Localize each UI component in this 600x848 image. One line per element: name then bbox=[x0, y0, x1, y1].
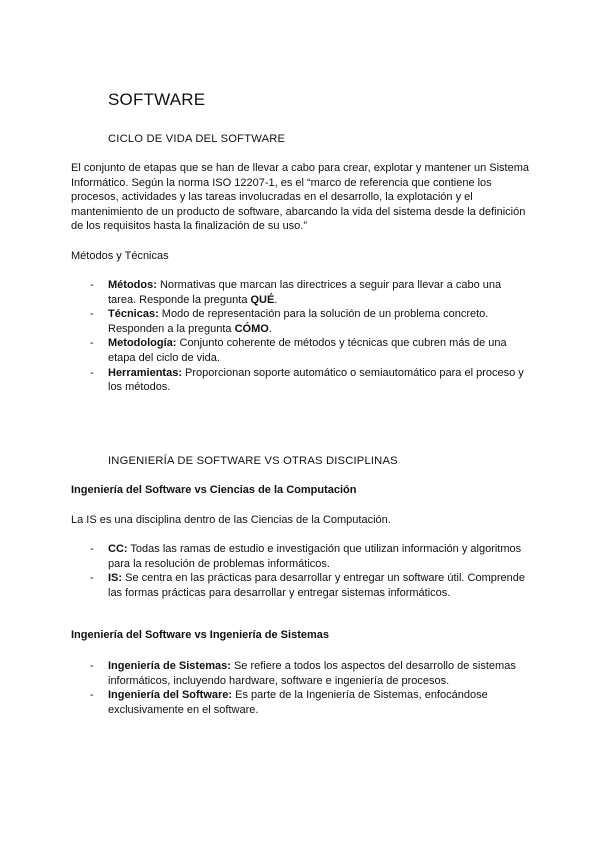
item-end: . bbox=[268, 322, 272, 335]
subsection-title-cs: Ingeniería del Software vs Ciencias de la Computación bbox=[71, 484, 357, 496]
page-title: SOFTWARE bbox=[108, 90, 206, 109]
subsection-title-systems: Ingeniería del Software vs Ingeniería de Sistemas bbox=[71, 629, 329, 641]
section-heading-disciplines: INGENIERÍA DE SOFTWARE VS OTRAS DISCIPLINAS bbox=[108, 455, 398, 467]
item-term: CC: bbox=[108, 543, 128, 555]
item-text: Todas las ramas de estudio e investigación que utilizan información y algoritmos para la resolución de problemas informáticos. bbox=[108, 543, 522, 570]
section-heading-lifecycle: CICLO DE VIDA DEL SOFTWARE bbox=[108, 133, 286, 145]
bullet-dash: - bbox=[90, 279, 94, 291]
item-text: Proporcionan soporte automático o semiautomático para el proceso y los métodos. bbox=[108, 366, 524, 394]
item-emphasis: QUÉ bbox=[250, 293, 275, 306]
item-end: . bbox=[274, 293, 278, 306]
list-item bbox=[71, 336, 531, 365]
methods-subtitle: Métodos y Técnicas bbox=[71, 250, 169, 262]
bullet-dash: - bbox=[90, 572, 94, 585]
list-item bbox=[71, 571, 531, 600]
bullet-dash: - bbox=[90, 366, 94, 379]
systems-list bbox=[71, 659, 531, 717]
item-term: Técnicas: bbox=[108, 308, 159, 321]
list-item bbox=[71, 688, 531, 717]
item-text: Es parte de la Ingeniería de Sistemas, enfocándose exclusivamente en el software. bbox=[108, 689, 488, 716]
list-item bbox=[71, 278, 531, 307]
bullet-dash: - bbox=[90, 660, 94, 672]
bullet-dash: - bbox=[90, 543, 94, 555]
bullet-dash: - bbox=[90, 689, 94, 702]
item-text: Modo de representación para la solución de un problema concreto. Responden a la pregunta bbox=[108, 308, 489, 335]
item-term: Metodología: bbox=[108, 337, 177, 350]
item-emphasis: CÓMO bbox=[234, 322, 269, 335]
cs-intro: La IS es una disciplina dentro de las Ciencias de la Computación. bbox=[71, 514, 391, 526]
item-text: Normativas que marcan las directrices a seguir para llevar a cabo una tarea. Responde la pregunta bbox=[108, 279, 502, 306]
bullet-dash: - bbox=[90, 337, 94, 350]
lifecycle-definition: El conjunto de etapas que se han de llevar a cabo para crear, explotar y mantener un Sistema Informático. Según la norma ISO 12207-1, es el “marco de referencia que contiene los procesos, actividades y las tareas involucradas en el desarrollo, la explotación y el mantenimiento de un producto de software, abarcando la vida del sistema desde la definición de los requisitos hasta la finalización de su uso.” bbox=[71, 162, 530, 233]
list-item bbox=[71, 307, 531, 336]
list-item bbox=[71, 366, 531, 395]
item-term: Ingeniería del Software: bbox=[108, 689, 233, 702]
list-item bbox=[71, 659, 531, 688]
item-term: Ingeniería de Sistemas: bbox=[108, 660, 231, 672]
item-text: Se refiere a todos los aspectos del desarrollo de sistemas informáticos, incluyendo hardware, software e ingeniería de procesos. bbox=[108, 660, 516, 687]
methods-list bbox=[71, 278, 531, 395]
bullet-dash: - bbox=[90, 308, 94, 321]
list-item bbox=[71, 542, 531, 571]
item-text: Conjunto coherente de métodos y técnicas que cubren más de una etapa del ciclo de vida. bbox=[108, 337, 507, 364]
cs-list bbox=[71, 542, 531, 600]
item-term: Métodos: bbox=[108, 279, 157, 291]
item-text: Se centra en las prácticas para desarrollar y entregar un software útil. Comprende las formas prácticas para desarrollar y entregar sistemas informáticos. bbox=[108, 572, 525, 599]
item-term: IS: bbox=[108, 572, 123, 585]
item-term: Herramientas: bbox=[108, 366, 182, 379]
